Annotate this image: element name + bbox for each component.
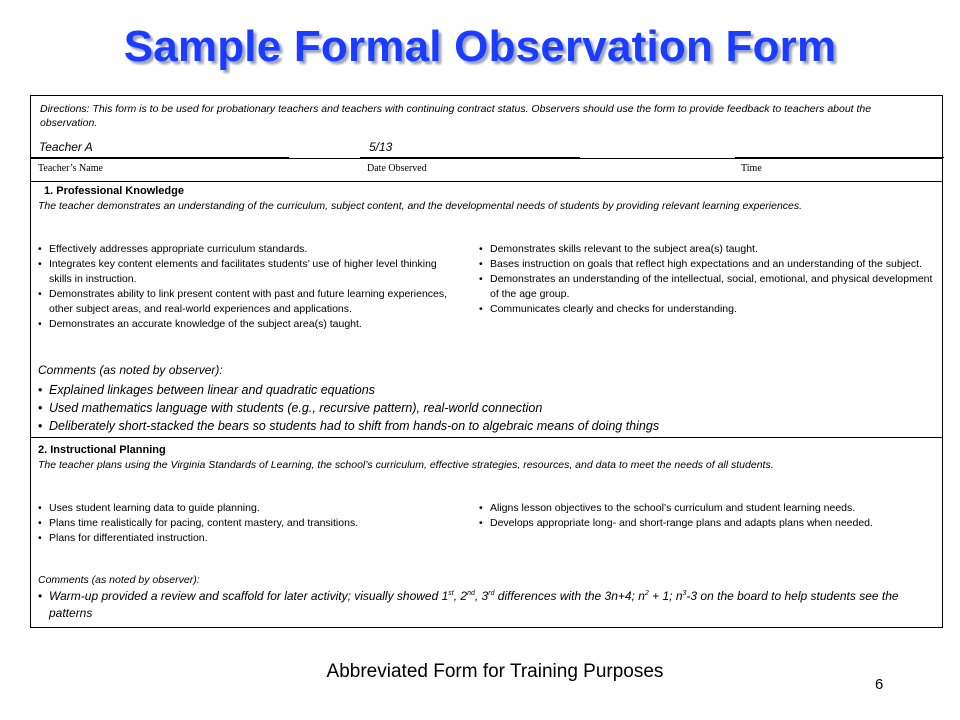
footer-caption: Abbreviated Form for Training Purposes: [326, 661, 664, 682]
criteria-list-left: [38, 242, 458, 332]
form-directions: Directions: This form is to be used for probationary teachers and teachers with continuing contract status. Observers should use the form to provide feedback to teachers about the observation.: [40, 103, 872, 129]
comment-item: • Used mathematics language with students (e.g., recursive pattern), real-world connection: [38, 399, 938, 417]
header-rule: [31, 158, 942, 159]
criteria-item: • Demonstrates skills relevant to the subject area(s) taught.: [479, 242, 934, 257]
criteria-item: • Integrates key content elements and facilitates students’ use of higher level thinking skills in instruction.: [38, 257, 458, 287]
criteria-item: • Effectively addresses appropriate curriculum standards.: [38, 242, 458, 257]
comment-item: • Deliberately short-stacked the bears so students had to shift from hands-on to algebraic means of doing things: [38, 417, 938, 435]
form-header: [31, 96, 942, 182]
teacher-name-value: Teacher A: [39, 140, 93, 154]
criteria-item: • Demonstrates ability to link present content with past and future learning experiences, other subject areas, and real-world experiences and applications.: [38, 287, 458, 317]
criteria-item: • Develops appropriate long- and short-range plans and adapts plans when needed.: [479, 516, 934, 531]
section-description: The teacher demonstrates an understanding of the curriculum, subject content, and the developmental needs of students by providing relevant learning experiences.: [38, 200, 803, 212]
teacher-name-label: Teacher’s Name: [38, 163, 103, 174]
comments-list: [38, 588, 938, 622]
criteria-item: • Uses student learning data to guide planning.: [38, 501, 458, 516]
criteria-list-left: [38, 501, 458, 546]
criteria-item: • Plans for differentiated instruction.: [38, 531, 458, 546]
date-observed-label: Date Observed: [367, 163, 427, 174]
observation-form: [30, 95, 943, 628]
criteria-item: • Plans time realistically for pacing, content mastery, and transitions.: [38, 516, 458, 531]
slide-title: Sample Formal Observation Form: [123, 22, 837, 71]
criteria-item: • Demonstrates an understanding of the intellectual, social, emotional, and physical development of the age group.: [479, 272, 934, 302]
section-professional-knowledge: [31, 181, 942, 438]
page-number: 6: [875, 676, 884, 693]
criteria-list-right: [479, 242, 934, 317]
section-instructional-planning: [31, 438, 942, 628]
comment-item: • Explained linkages between linear and quadratic equations: [38, 381, 938, 399]
criteria-item: • Demonstrates an accurate knowledge of the subject area(s) taught.: [38, 317, 458, 332]
criteria-item: • Aligns lesson objectives to the school’s curriculum and student learning needs.: [479, 501, 934, 516]
section-title: 2. Instructional Planning: [38, 444, 166, 456]
date-observed-value: 5/13: [369, 140, 393, 154]
criteria-item: • Bases instruction on goals that reflect high expectations and an understanding of the subject.: [479, 257, 934, 272]
criteria-item: • Communicates clearly and checks for understanding.: [479, 302, 934, 317]
section-title: 1. Professional Knowledge: [44, 185, 184, 197]
comments-label: Comments (as noted by observer):: [38, 363, 223, 377]
comments-list: [38, 381, 938, 435]
section-description: The teacher plans using the Virginia Standards of Learning, the school’s curriculum, effective strategies, resources, and data to meet the needs of all students.: [38, 459, 774, 471]
comments-label: Comments (as noted by observer):: [38, 574, 200, 586]
criteria-list-right: [479, 501, 934, 531]
comment-item: • Warm-up provided a review and scaffold for later activity; visually showed 1st, 2nd, 3rd differences with the 3n+4; $n^2 + 1$; $n^3-3$ on the board to help students see the patterns: [38, 588, 938, 622]
time-label: Time: [741, 163, 762, 174]
